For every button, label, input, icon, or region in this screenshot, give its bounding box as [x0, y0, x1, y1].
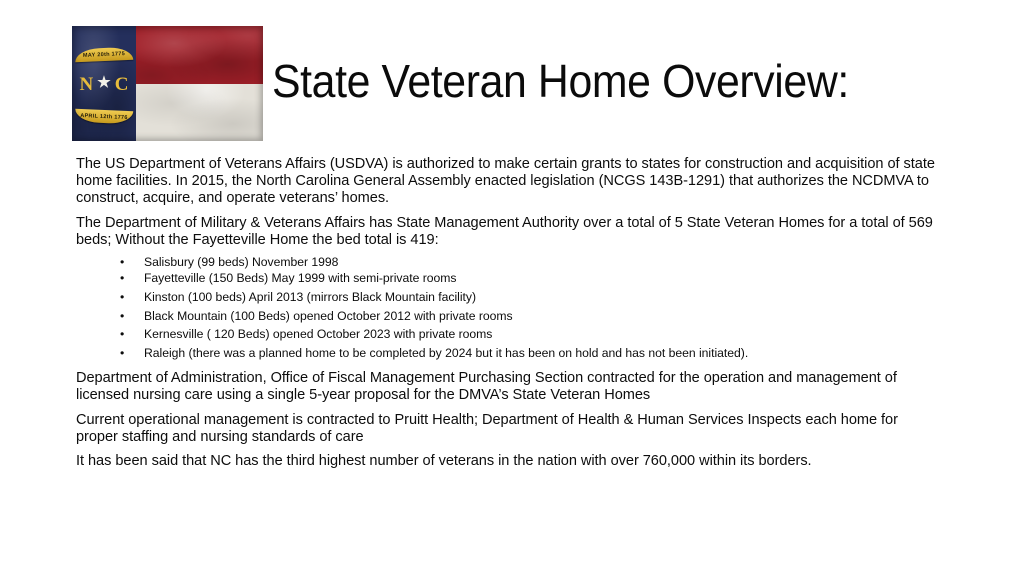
slide-title: State Veteran Home Overview: — [272, 55, 849, 107]
body-paragraph-2: The Department of Military & Veterans Affairs has State Management Authority over a total of 5 State Veteran Homes for a total of 569 beds; Without the Fayetteville Home the bed total is 419: — [76, 214, 933, 248]
list-item-label: Kinston (100 beds) April 2013 (mirrors Black Mountain facility) — [144, 289, 477, 304]
list-item-label: Kernesville ( 120 Beds) opened October 2023 with private rooms — [144, 327, 493, 342]
list-item-label: Black Mountain (100 Beds) opened October 2012 with private rooms — [144, 308, 513, 323]
flag-letter-n: N — [79, 73, 94, 95]
list-item — [76, 307, 956, 326]
list-item — [76, 325, 956, 344]
list-item — [76, 288, 956, 307]
flag-red-stripe — [136, 26, 263, 84]
slide-body — [76, 156, 956, 478]
flag-letter-c: C — [114, 73, 129, 95]
body-paragraph-1: The US Department of Veterans Affairs (USDVA) is authorized to make certain grants to states for construction and acquisition of state home facilities. In 2015, the North Carolina General Assembly enacted legislation (NCGS 143B-1291) that authorizes the NCDMVA to construct, acquire, and operate veterans’ homes. — [76, 156, 935, 207]
list-item-label: Salisbury (99 beds) November 1998 — [144, 255, 339, 270]
list-item-label: Raleigh (there was a planned home to be completed by 2024 but it has been on hold and has not been initiated). — [144, 346, 749, 361]
list-item-label: Fayetteville (150 Beds) May 1999 with semi-private rooms — [144, 271, 457, 286]
bullet-icon: • — [120, 327, 125, 342]
star-icon: ★ — [97, 74, 111, 91]
body-paragraph-3: Department of Administration, Office of Fiscal Management Purchasing Section contracted for the operation and management of licensed nursing care using a single 5-year proposal for the DMVA’s State Veteran Homes — [76, 370, 897, 404]
list-item — [76, 256, 956, 269]
flag-top-scroll-text: MAY 20th 1775 — [82, 50, 126, 59]
bullet-icon: • — [120, 346, 125, 361]
list-item — [76, 269, 956, 287]
flag-bottom-scroll-text: APRIL 12th 1776 — [80, 112, 128, 121]
north-carolina-flag-image — [72, 26, 263, 141]
flag-white-stripe — [136, 84, 263, 141]
body-paragraph-4: Current operational management is contracted to Pruitt Health; Department of Health & Human Services Inspects each home for proper staffing and nursing standards of care — [76, 411, 898, 445]
bullet-icon: • — [120, 271, 125, 286]
list-item — [76, 344, 956, 363]
body-paragraph-5: It has been said that NC has the third highest number of veterans in the nation with over 760,000 within its borders. — [76, 453, 812, 470]
flag-nc-monogram — [72, 73, 136, 95]
state-veteran-homes-list — [76, 256, 956, 363]
bullet-icon: • — [120, 289, 125, 304]
bullet-icon: • — [120, 308, 125, 323]
bullet-icon: • — [120, 255, 125, 270]
